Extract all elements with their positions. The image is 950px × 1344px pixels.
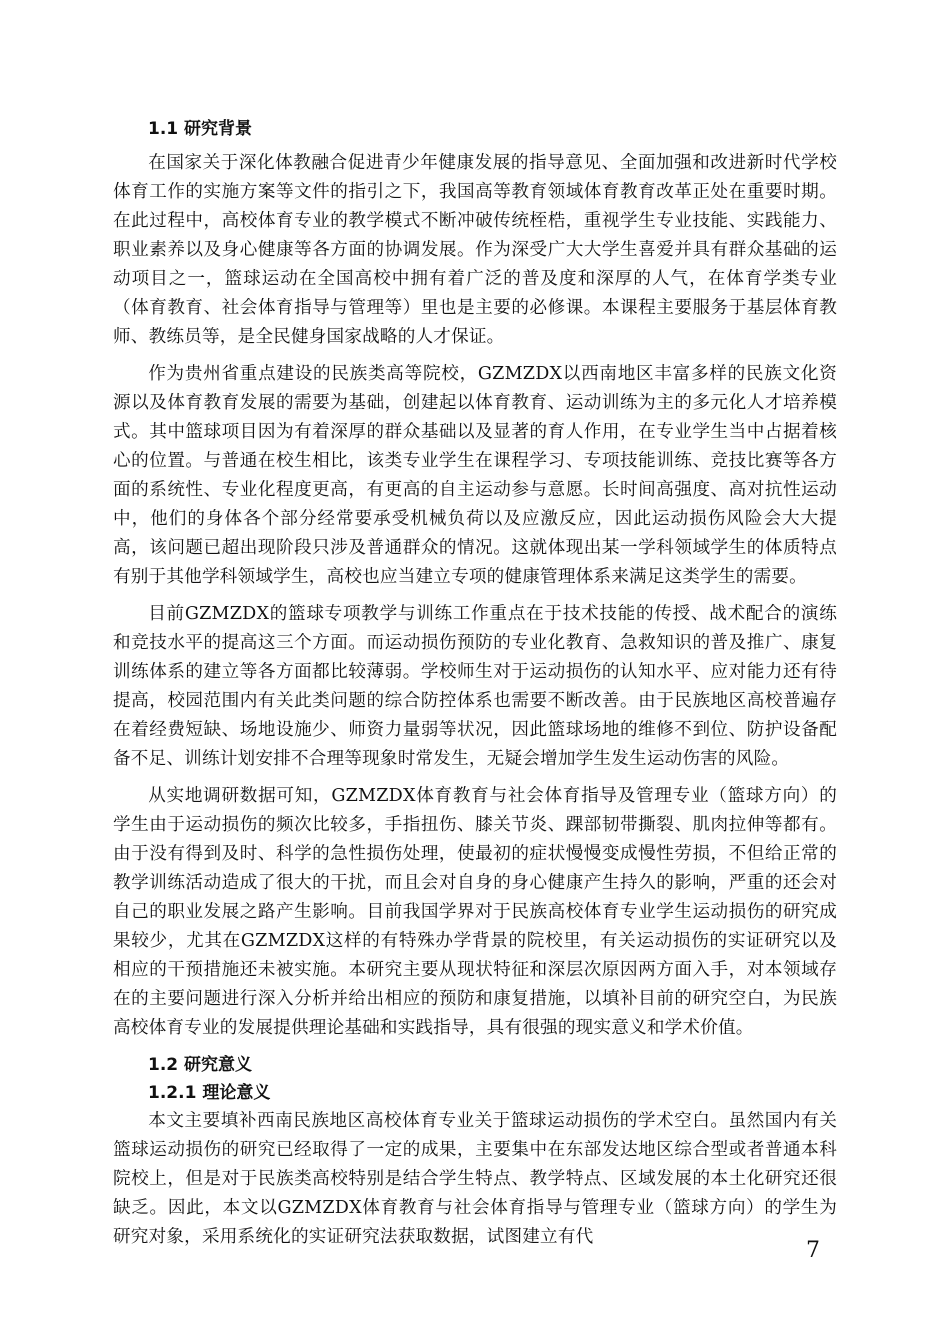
paragraph: 从实地调研数据可知，GZMZDX体育教育与社会体育指导及管理专业（篮球方向）的学生由于运动损伤的频次比较多，手指扭伤、膝关节炎、踝部韧带撕裂、肌肉拉伸等都有。由于没有得到及时、科学的急性损伤处理，使最初的症状慢慢变成慢性劳损，不但给正常的教学训练活动造成了很大的干扰，而且会对自身的身心健康产生持久的影响，严重的还会对自己的职业发展之路产生影响。目前我国学界对于民族高校体育专业学生运动损伤的研究成果较少，尤其在GZMZDX这样的有特殊办学背景的院校里，有关运动损伤的实证研究以及相应的干预措施还未被实施。本研究主要从现状特征和深层次原因两方面入手，对本领域存在的主要问题进行深入分析并给出相应的预防和康复措施，以填补目前的研究空白，为民族高校体育专业的发展提供理论基础和实践指导，具有很强的现实意义和学术价值。 (113, 786, 837, 1038)
section-heading-1-2: 1.2 研究意义 (148, 1055, 253, 1075)
paragraph: 本文主要填补西南民族地区高校体育专业关于篮球运动损伤的学术空白。虽然国内有关篮球运动损伤的研究已经取得了一定的成果，主要集中在东部发达地区综合型或者普通本科院校上，但是对于民族类高校特别是结合学生特点、教学特点、区域发展的本土化研究还很缺乏。因此，本文以GZMZDX体育教育与社会体育指导与管理专业（篮球方向）的学生为研究对象，采用系统化的实证研究法获取数据，试图建立有代 (113, 1111, 837, 1247)
page-number: 7 (806, 1238, 820, 1263)
subsection-heading-1-2-1: 1.2.1 理论意义 (148, 1083, 271, 1103)
paragraph: 在国家关于深化体教融合促进青少年健康发展的指导意见、全面加强和改进新时代学校体育工作的实施方案等文件的指引之下，我国高等教育领域体育教育改革正处在重要时期。在此过程中，高校体育专业的教学模式不断冲破传统桎梏，重视学生专业技能、实践能力、职业素养以及身心健康等各方面的协调发展。作为深受广大大学生喜爱并具有群众基础的运动项目之一，篮球运动在全国高校中拥有着广泛的普及度和深厚的人气，在体育学类专业（体育教育、社会体育指导与管理等）里也是主要的必修课。本课程主要服务于基层体育教师、教练员等，是全民健身国家战略的人才保证。 (113, 153, 837, 347)
document-page (113, 115, 837, 1260)
paragraph: 作为贵州省重点建设的民族类高等院校，GZMZDX以西南地区丰富多样的民族文化资源以及体育教育发展的需要为基础，创建起以体育教育、运动训练为主的多元化人才培养模式。其中篮球项目因为有着深厚的群众基础以及显著的育人作用，在专业学生当中占据着核心的位置。与普通在校生相比，该类专业学生在课程学习、专项技能训练、竞技比赛等各方面的系统性、专业化程度更高，有更高的自主运动参与意愿。长时间高强度、高对抗性运动中，他们的身体各个部分经常要承受机械负荷以及应激反应，因此运动损伤风险会大大提高，该问题已超出现阶段只涉及普通群众的情况。这就体现出某一学科领域学生的体质特点有别于其他学科领域学生，高校也应当建立专项的健康管理体系来满足这类学生的需要。 (113, 364, 837, 587)
paragraph: 目前GZMZDX的篮球专项教学与训练工作重点在于技术技能的传授、战术配合的演练和竞技水平的提高这三个方面。而运动损伤预防的专业化教育、急救知识的普及推广、康复训练体系的建立等各方面都比较薄弱。学校师生对于运动损伤的认知水平、应对能力还有待提高，校园范围内有关此类问题的综合防控体系也需要不断改善。由于民族地区高校普遍存在着经费短缺、场地设施少、师资力量弱等状况，因此篮球场地的维修不到位、防护设备配备不足、训练计划安排不合理等现象时常发生，无疑会增加学生发生运动伤害的风险。 (113, 604, 837, 769)
section-heading-1-1: 1.1 研究背景 (148, 119, 253, 139)
